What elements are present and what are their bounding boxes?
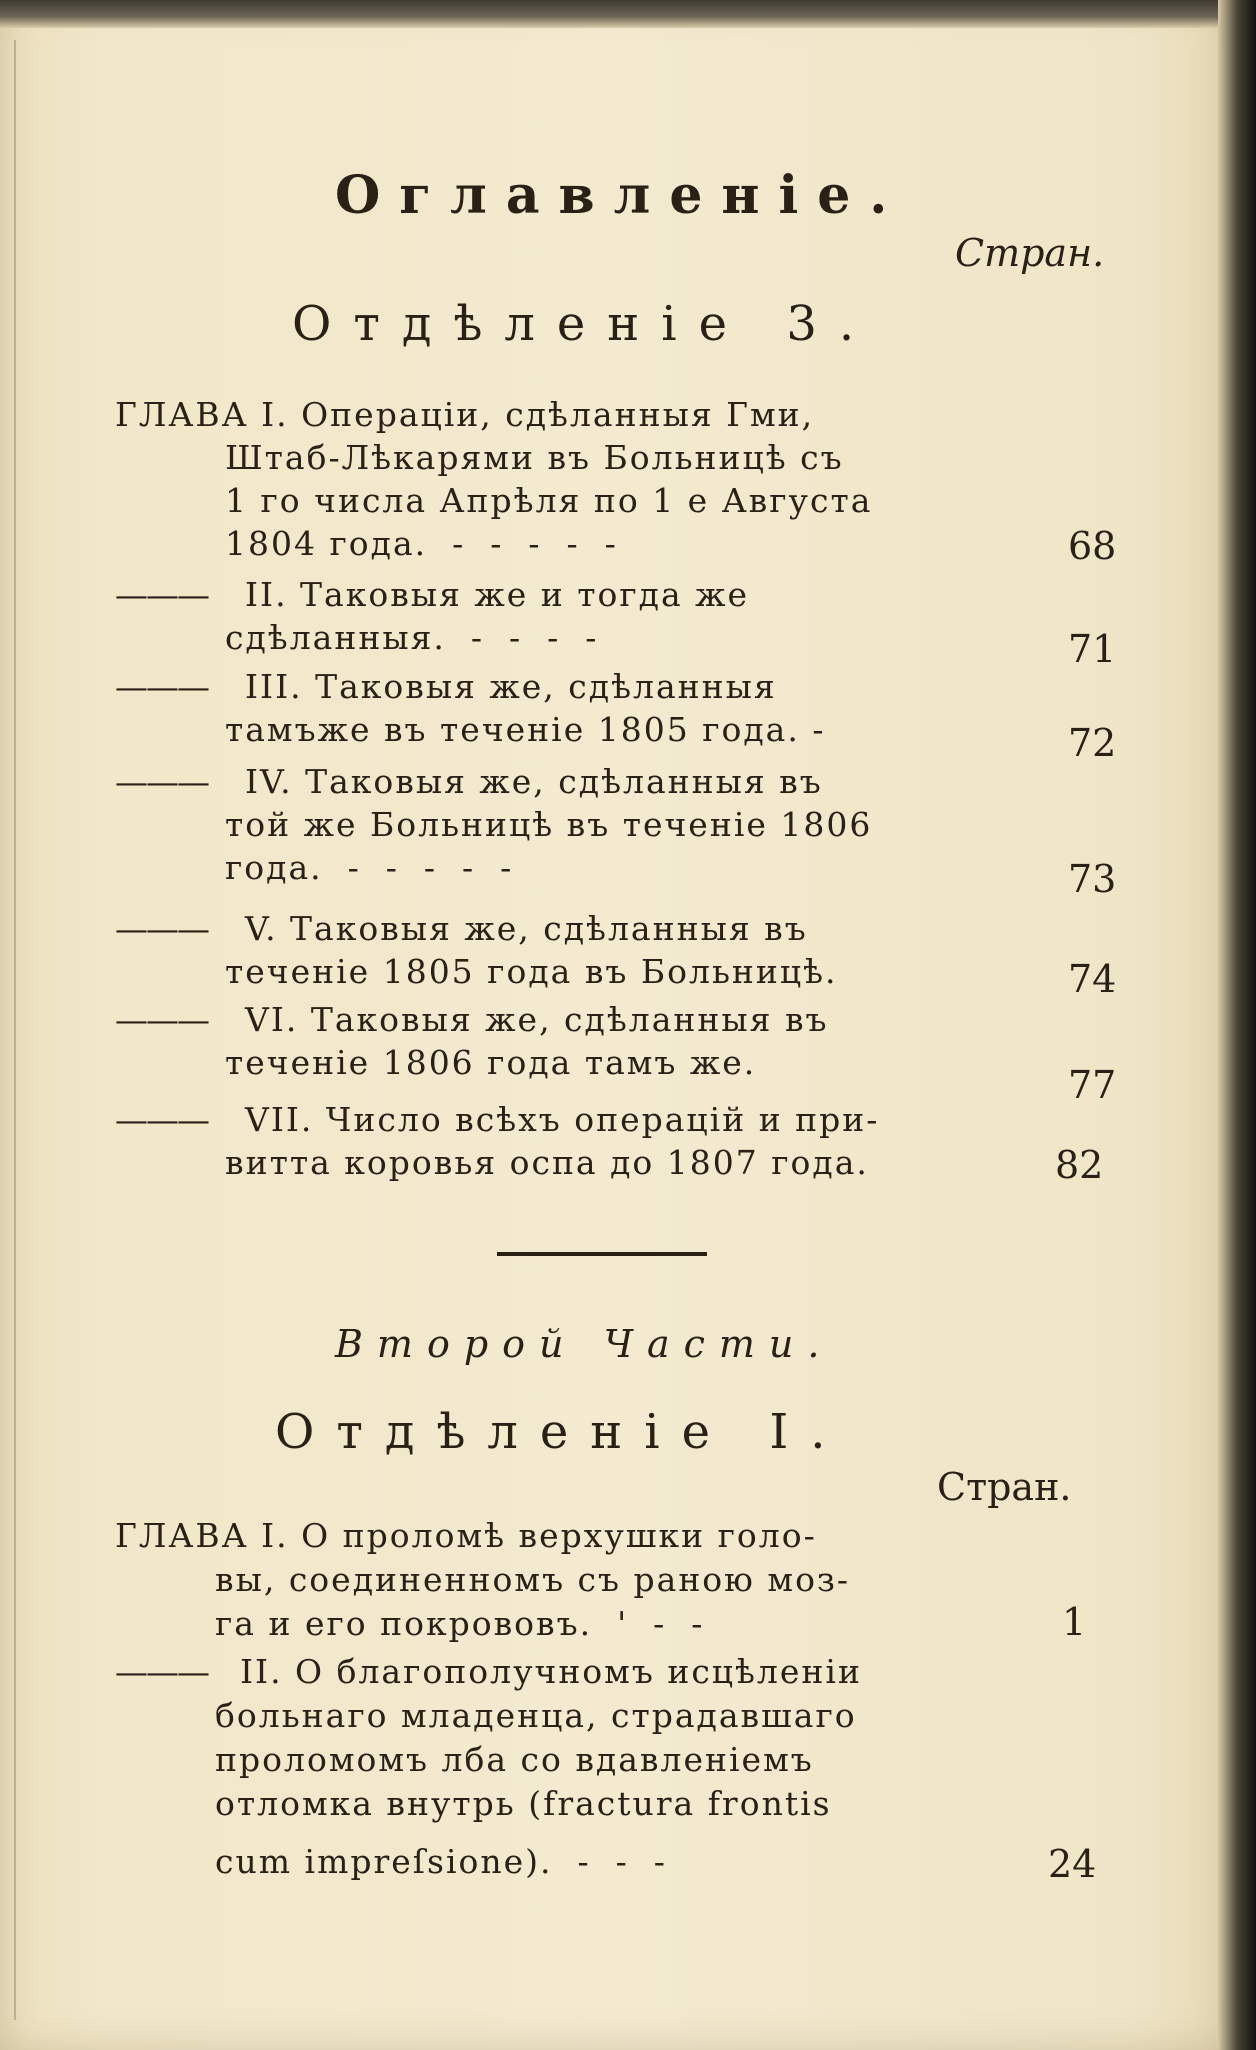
toc1-entry-5-dash: ———: [115, 909, 208, 948]
part-heading: Второй Части.: [335, 1322, 834, 1366]
toc1-entry-3-line-2: тамъже въ теченіе 1805 года. -: [225, 710, 826, 749]
toc1-entry-1-line-1: ГЛАВА I. Операціи, сдѣланныя Гми,: [115, 395, 815, 434]
toc2-entry-2-page: 24: [1048, 1842, 1097, 1886]
toc1-entry-4-line-3: года. - - - - -: [225, 848, 514, 887]
toc1-entry-1-line-4: 1804 года. - - - - -: [225, 524, 618, 563]
page-title: Оглавленіе.: [335, 165, 907, 226]
toc2-entry-1-page: 1: [1062, 1600, 1087, 1644]
toc1-entry-6-line-1: VI. Таковыя же, сдѣланныя въ: [245, 1000, 829, 1039]
toc1-entry-6-page: 77: [1068, 1063, 1117, 1107]
toc1-entry-2-page: 71: [1068, 627, 1117, 671]
toc2-entry-2-line-3: проломомъ лба со вдавленіемъ: [215, 1740, 814, 1779]
book-spine-edge: [1218, 0, 1256, 2050]
toc1-entry-3-page: 72: [1068, 721, 1117, 765]
page-column-label-top: Стран.: [955, 231, 1105, 275]
toc1-entry-1-line-2: Штаб-Лѣкарями въ Больницѣ съ: [225, 438, 844, 477]
toc2-entry-2-dash: ———: [115, 1652, 208, 1691]
toc2-entry-2-line-1: II. О благополучномъ исцѣленіи: [240, 1652, 862, 1691]
toc1-entry-2-dash: ———: [115, 575, 208, 614]
toc1-entry-2-line-1: II. Таковыя же и тогда же: [245, 575, 750, 614]
toc1-entry-6-line-2: теченіе 1806 года тамъ же.: [225, 1043, 757, 1082]
toc2-entry-1-line-3: га и его покрововъ. ' - -: [215, 1604, 705, 1643]
toc1-entry-1-page: 68: [1068, 524, 1117, 568]
toc1-entry-6-dash: ———: [115, 1000, 208, 1039]
toc1-entry-7-line-2: витта коровья оспа до 1807 года.: [225, 1143, 869, 1182]
toc2-entry-1-line-1: ГЛАВА I. О проломѣ верхушки голо-: [115, 1516, 817, 1555]
toc2-entry-2-line-5: cum impreſsione). - - -: [215, 1842, 667, 1881]
toc1-entry-4-dash: ———: [115, 762, 208, 801]
toc1-entry-3-dash: ———: [115, 667, 208, 706]
toc1-entry-7-line-1: VII. Число всѣхъ операцій и при-: [245, 1100, 880, 1139]
toc1-entry-7-page: 82: [1055, 1143, 1104, 1187]
page-column-label-bottom: Стран.: [937, 1465, 1072, 1509]
toc1-entry-5-page: 74: [1068, 957, 1117, 1001]
section-heading-1: Отдѣленіе I.: [275, 1404, 848, 1460]
toc2-entry-2-line-4: отломка внутрь (fractura frontis: [215, 1784, 832, 1823]
toc1-entry-5-line-2: теченіе 1805 года въ Больницѣ.: [225, 952, 838, 991]
toc2-entry-1-line-2: вы, соединенномъ съ раною моз-: [215, 1560, 851, 1599]
toc1-entry-7-dash: ———: [115, 1100, 208, 1139]
toc1-entry-1-line-3: 1 го числа Апрѣля по 1 е Августа: [225, 481, 873, 520]
toc2-entry-2-line-2: больнаго младенца, страдавшаго: [215, 1696, 857, 1735]
toc1-entry-2-line-2: сдѣланныя. - - - -: [225, 618, 599, 657]
toc1-entry-5-line-1: V. Таковыя же, сдѣланныя въ: [245, 909, 808, 948]
section-divider-rule: [497, 1252, 707, 1256]
toc1-entry-4-line-2: той же Больницѣ въ теченіе 1806: [225, 805, 873, 844]
toc1-entry-4-page: 73: [1068, 857, 1117, 901]
toc1-entry-3-line-1: III. Таковыя же, сдѣланныя: [245, 667, 777, 706]
toc1-entry-4-line-1: IV. Таковыя же, сдѣланныя въ: [245, 762, 823, 801]
section-heading-3: Отдѣленіе 3.: [292, 296, 877, 352]
page-left-margin-line: [14, 40, 16, 2020]
page-top-edge: [0, 0, 1230, 28]
